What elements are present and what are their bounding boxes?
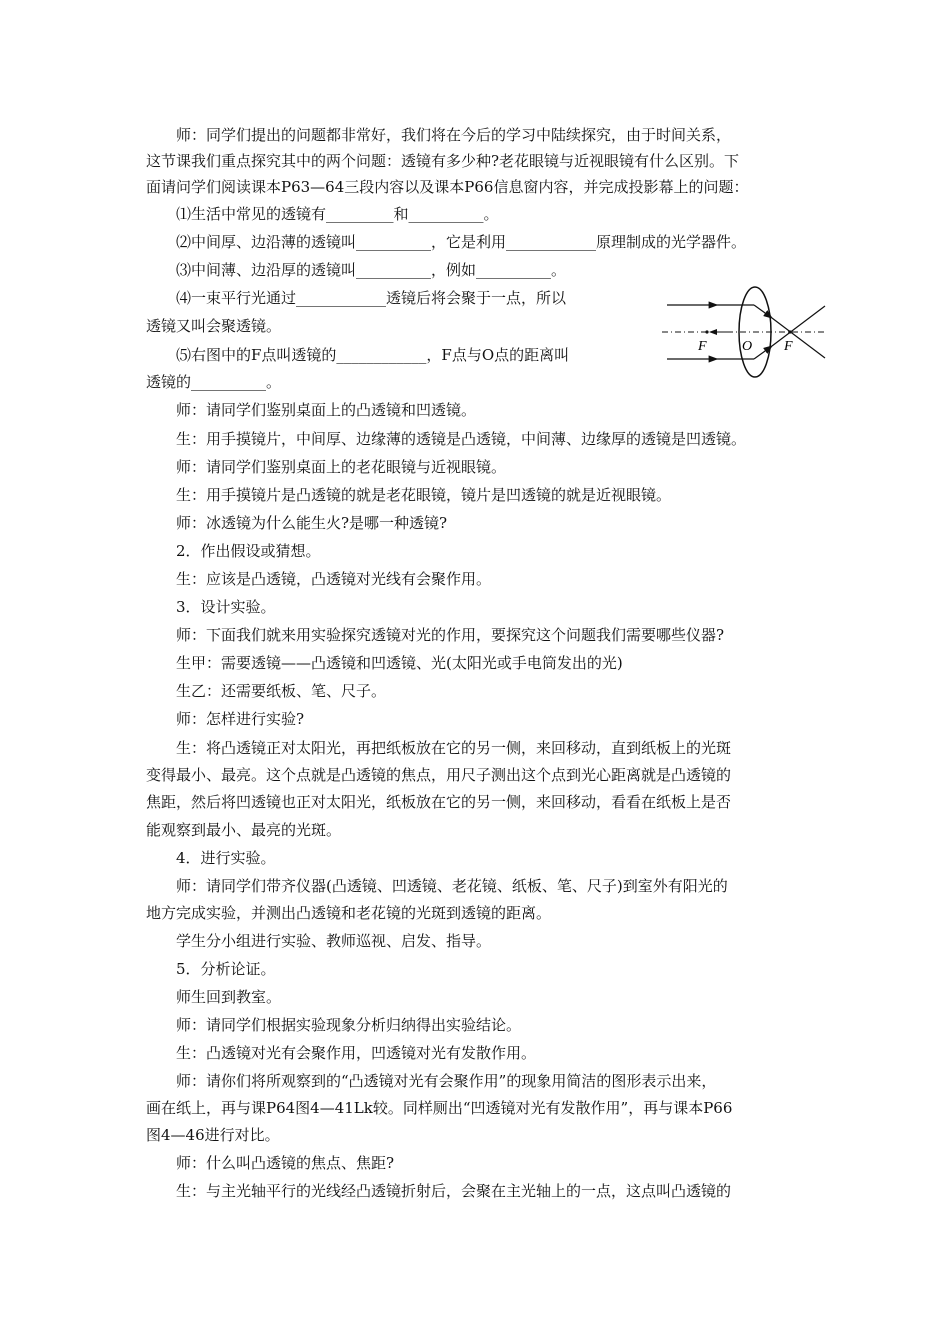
text-line: ⑶中间薄、边沿厚的透镜叫__________，例如__________。 — [176, 261, 567, 279]
text-line: ⑵中间厚、边沿薄的透镜叫__________，它是利用____________原理制成的光学器件。 — [176, 233, 747, 251]
text-line: 生甲：需要透镜——凸透镜和凹透镜、光(太阳光或手电筒发出的光) — [176, 654, 623, 672]
text-line: 师：请你们将所观察到的“凸透镜对光有会聚作用”的现象用简洁的图形表示出来， — [176, 1072, 717, 1090]
optical-center-label: O — [742, 339, 753, 354]
text-line: 师：请同学们鉴别桌面上的老花眼镜与近视眼镜。 — [176, 458, 507, 476]
text-line: 师：请同学们带齐仪器(凸透镜、凹透镜、老花镜、纸板、笔、尺子)到室外有阳光的 — [176, 877, 728, 895]
left-focus-point — [705, 330, 708, 333]
right-focus-label: F — [784, 339, 793, 354]
text-line: 透镜的__________。 — [146, 373, 282, 391]
text-line: 面请问学们阅读课本P63—64三段内容以及课本P66信息窗内容，并完成投影幕上的问题： — [146, 178, 749, 196]
text-line: 师：同学们提出的问题都非常好，我们将在今后的学习中陆续探究，由于时间关系， — [176, 126, 732, 144]
text-line: 图4—46进行对比。 — [146, 1126, 280, 1144]
text-line: 4．进行实验。 — [176, 849, 276, 867]
text-line: 生：与主光轴平行的光线经凸透镜折射后，会聚在主光轴上的一点，这点叫凸透镜的 — [176, 1182, 732, 1200]
text-line: 生：凸透镜对光有会聚作用，凹透镜对光有发散作用。 — [176, 1044, 537, 1062]
text-line: 5．分析论证。 — [176, 960, 276, 978]
text-line: 学生分小组进行实验、教师巡视、启发、指导。 — [176, 932, 492, 950]
text-line: 生乙：还需要纸板、笔、尺子。 — [176, 682, 387, 700]
right-focus-point — [788, 330, 791, 333]
text-line: ⑸右图中的F点叫透镜的____________，F点与O点的距离叫 — [176, 346, 570, 364]
text-line: 师：什么叫凸透镜的焦点、焦距? — [176, 1154, 395, 1172]
text-line: 这节课我们重点探究其中的两个问题：透镜有多少种?老花眼镜与近视眼镜有什么区别。下 — [146, 152, 740, 170]
text-line: 生：将凸透镜正对太阳光，再把纸板放在它的另一侧，来回移动，直到纸板上的光斑 — [176, 739, 732, 757]
text-line: 生：应该是凸透镜，凸透镜对光线有会聚作用。 — [176, 570, 492, 588]
text-line: 生：用手摸镜片是凸透镜的就是老花眼镜，镜片是凹透镜的就是近视眼镜。 — [176, 486, 672, 504]
text-line: 师：请同学们鉴别桌面上的凸透镜和凹透镜。 — [176, 401, 477, 419]
text-line: 2．作出假设或猜想。 — [176, 542, 321, 560]
text-line: 焦距，然后将凹透镜也正对太阳光，纸板放在它的另一侧，来回移动，看看在纸板上是否 — [146, 793, 732, 811]
text-line: 师：怎样进行实验? — [176, 710, 305, 728]
text-line: 能观察到最小、最亮的光斑。 — [146, 821, 342, 839]
text-line: 3．设计实验。 — [176, 598, 276, 616]
text-line: 透镜又叫会聚透镜。 — [146, 317, 282, 335]
text-line: 师：请同学们根据实验现象分析归纳得出实验结论。 — [176, 1016, 522, 1034]
text-line: 地方完成实验，并测出凸透镜和老花镜的光斑到透镜的距离。 — [146, 904, 552, 922]
text-line: ⑷一束平行光通过____________透镜后将会聚于一点，所以 — [176, 289, 567, 307]
convex-lens-diagram — [662, 286, 827, 378]
text-line: 画在纸上，再与课P64图4—41Lk较。同样厕出“凹透镜对光有发散作用”，再与课本P66 — [146, 1099, 733, 1117]
left-focus-label: F — [698, 339, 707, 354]
text-line: 变得最小、最亮。这个点就是凸透镜的焦点，用尺子测出这个点到光心距离就是凸透镜的 — [146, 766, 732, 784]
text-line: 师：下面我们就来用实验探究透镜对光的作用，要探究这个问题我们需要哪些仪器? — [176, 626, 725, 644]
text-line: ⑴生活中常见的透镜有_________和__________。 — [176, 205, 499, 223]
text-line: 生：用手摸镜片，中间厚、边缘薄的透镜是凸透镜，中间薄、边缘厚的透镜是凹透镜。 — [176, 430, 747, 448]
text-line: 师生回到教室。 — [176, 988, 282, 1006]
text-line: 师：冰透镜为什么能生火?是哪一种透镜? — [176, 514, 448, 532]
